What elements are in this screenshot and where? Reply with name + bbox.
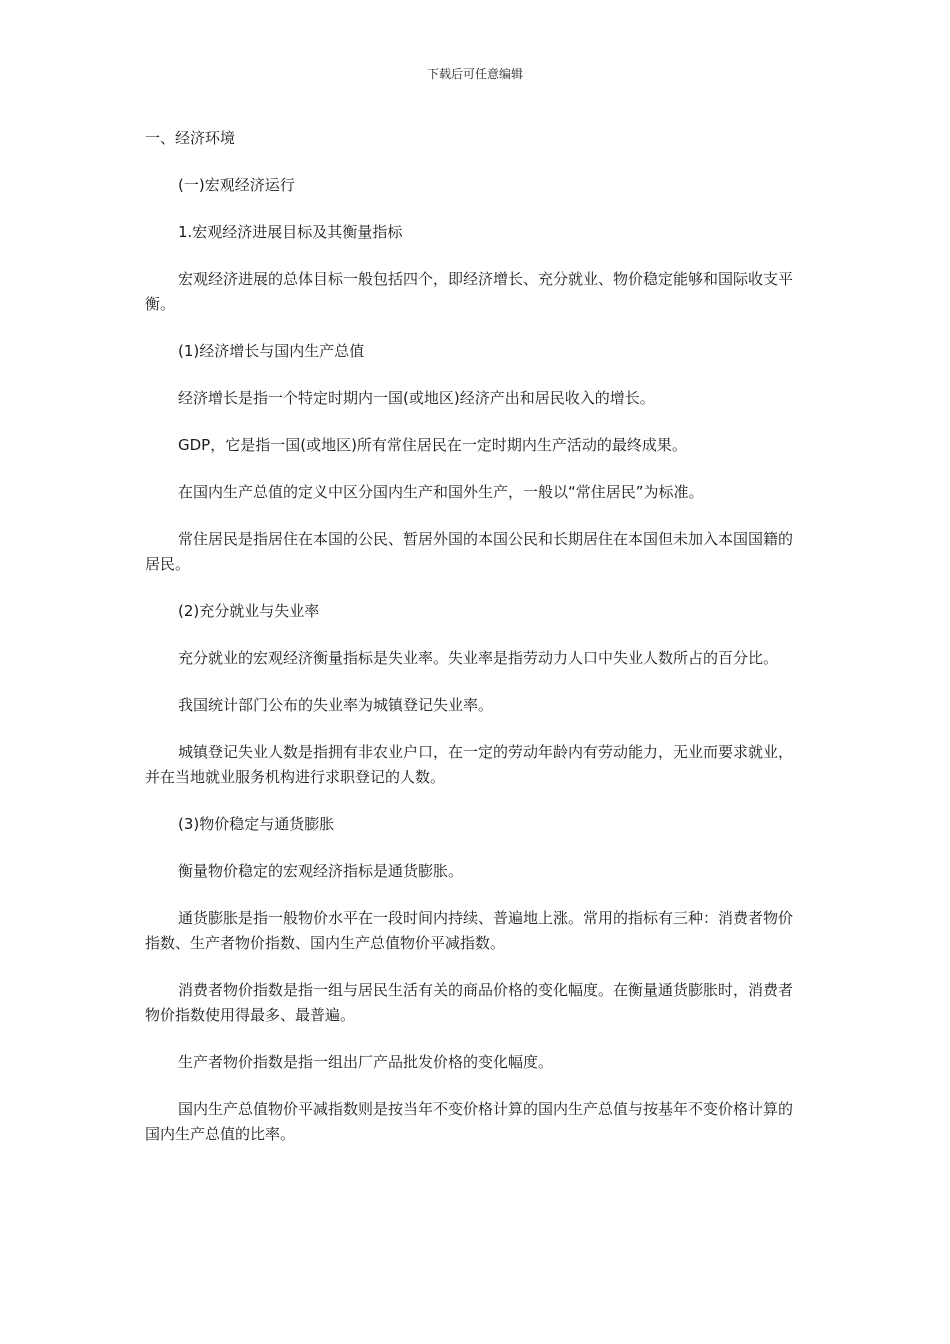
paragraph: 充分就业的宏观经济衡量指标是失业率。失业率是指劳动力人口中失业人数所占的百分比。: [178, 649, 779, 667]
paragraph: 衡量物价稳定的宏观经济指标是通货膨胀。: [178, 862, 464, 880]
page-header: 下载后可任意编辑: [426, 67, 523, 81]
item-heading: (1)经济增长与国内生产总值: [178, 342, 365, 360]
paragraph: 我国统计部门公布的失业率为城镇登记失业率。: [178, 696, 494, 714]
paragraph: 宏观经济进展的总体目标一般包括四个，即经济增长、充分就业、物价稳定能够和国际收支平衡。: [145, 270, 794, 313]
paragraph: 经济增长是指一个特定时期内一国(或地区)经济产出和居民收入的增长。: [178, 389, 655, 407]
item-heading: (2)充分就业与失业率: [178, 602, 320, 620]
paragraph: GDP，它是指一国(或地区)所有常住居民在一定时期内生产活动的最终成果。: [178, 436, 687, 454]
subsection-heading: (一)宏观经济运行: [178, 176, 295, 194]
paragraph: 常住居民是指居住在本国的公民、暂居外国的本国公民和长期居住在本国但未加入本国国籍的居民。: [145, 530, 794, 573]
paragraph: 生产者物价指数是指一组出厂产品批发价格的变化幅度。: [178, 1053, 554, 1071]
paragraph: 在国内生产总值的定义中区分国内生产和国外生产，一般以“常住居民”为标准。: [178, 483, 704, 501]
topic-heading: 1.宏观经济进展目标及其衡量指标: [178, 223, 403, 241]
paragraph: 国内生产总值物价平减指数则是按当年不变价格计算的国内生产总值与按基年不变价格计算的国内生产总值的比率。: [145, 1100, 794, 1143]
item-heading: (3)物价稳定与通货膨胀: [178, 815, 335, 833]
paragraph: 消费者物价指数是指一组与居民生活有关的商品价格的变化幅度。在衡量通货膨胀时，消费者物价指数使用得最多、最普遍。: [145, 981, 794, 1024]
paragraph: 通货膨胀是指一般物价水平在一段时间内持续、普遍地上涨。常用的指标有三种：消费者物价指数、生产者物价指数、国内生产总值物价平减指数。: [145, 909, 794, 952]
document-body: [145, 126, 805, 1169]
section-heading: 一、经济环境: [145, 129, 236, 147]
paragraph: 城镇登记失业人数是指拥有非农业户口，在一定的劳动年龄内有劳动能力，无业而要求就业，并在当地就业服务机构进行求职登记的人数。: [145, 743, 794, 786]
